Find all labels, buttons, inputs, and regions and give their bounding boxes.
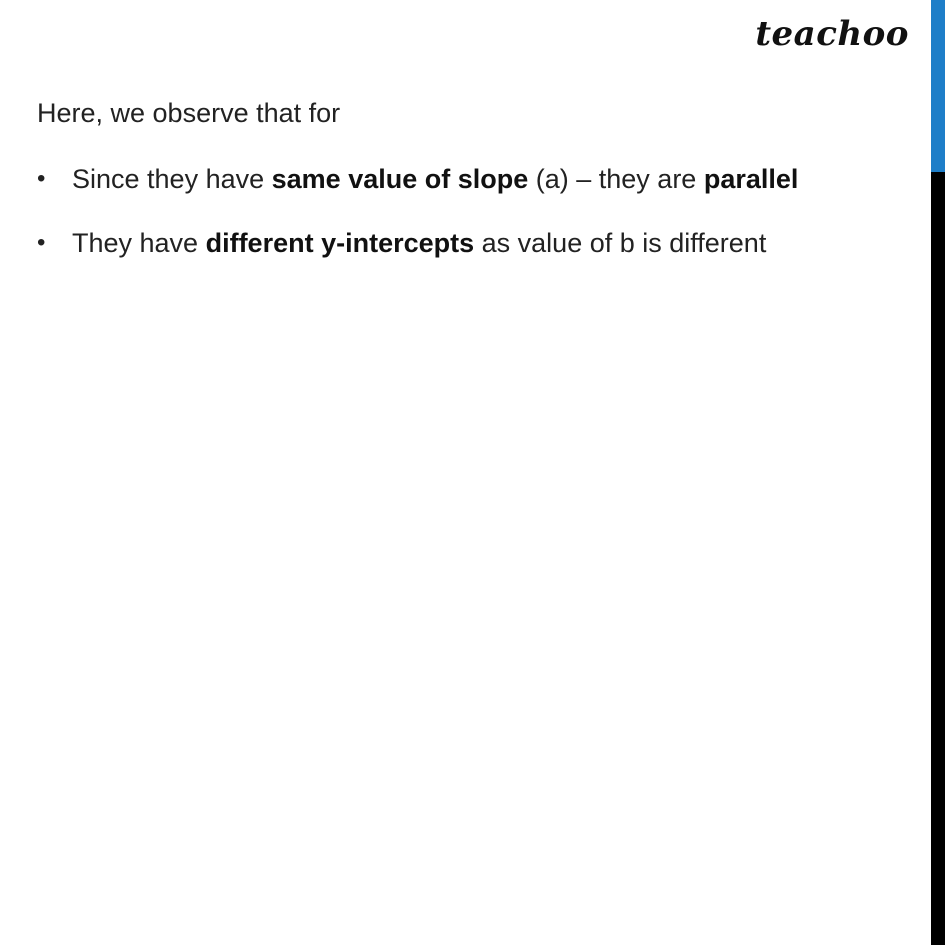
slide-content [37, 95, 897, 289]
bullet-text-part: as value of b is different [474, 228, 767, 258]
bullet-text-bold: different y-intercepts [205, 228, 475, 258]
bullet-text-bold: parallel [703, 164, 799, 194]
bullet-item-slope [37, 161, 897, 197]
bullet-text-part: (a) – they are [528, 164, 704, 194]
side-accent-bar-dark [931, 172, 945, 945]
bullet-dot: • [37, 229, 46, 256]
teachoo-logo: teachoo [755, 14, 909, 54]
side-accent-bar-blue [931, 0, 945, 172]
bullet-item-intercepts [37, 225, 897, 261]
bullet-text-bold: same value of slope [271, 164, 529, 194]
intro-text: Here, we observe that for [37, 98, 341, 128]
bullet-text-part: They have [72, 228, 206, 258]
side-accent-bar [931, 0, 945, 945]
bullet-dot: • [37, 165, 46, 192]
bullet-text-part: Since they have [72, 164, 272, 194]
